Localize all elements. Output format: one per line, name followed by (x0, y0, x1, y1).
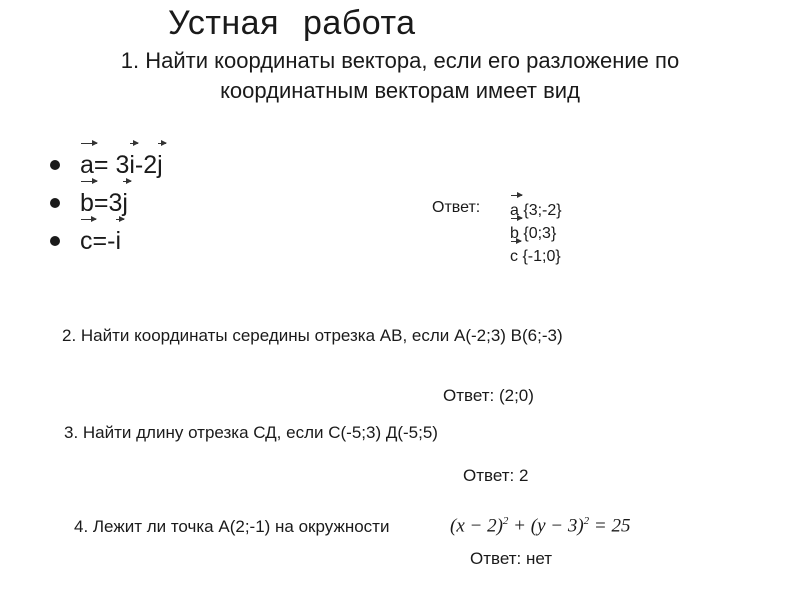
coords: {0;3} (523, 225, 557, 242)
formula-part: (x − 2) (450, 515, 503, 537)
answer-line (510, 245, 562, 268)
vector-b: b (80, 184, 94, 222)
vector-b: b (510, 222, 519, 245)
answer-1-values (510, 199, 562, 268)
vector-c: c (80, 222, 93, 260)
formula-exponent: 2 (583, 515, 590, 527)
bullet-icon (50, 198, 60, 208)
equation-part: -2 (134, 151, 158, 179)
equation-part: =3 (93, 189, 123, 217)
task-1-statement (0, 46, 800, 106)
vector-j: j (122, 184, 128, 222)
vector-a: a (80, 146, 94, 184)
task-4-statement: 4. Лежит ли точка А(2;-1) на окружности (74, 517, 390, 536)
task-1-line-1: 1. Найти координаты вектора, если его разложение по (120, 48, 680, 73)
formula-part: + (y − 3) (508, 515, 584, 537)
task-4-answer: Ответ: нет (470, 549, 553, 568)
equation-part: = 3 (93, 151, 130, 179)
vector-list (50, 146, 163, 260)
formula-exponent: 2 (502, 515, 509, 527)
vector-c: c (510, 245, 518, 268)
title-word-1: Устная (168, 4, 279, 42)
task-3-statement: 3. Найти длину отрезка СД, если С(-5;3) Д(-5;5) (64, 423, 438, 442)
formula-part: = 25 (589, 515, 631, 537)
title-word-2: работа (303, 4, 416, 42)
circle-equation (450, 515, 630, 537)
task-2-statement: 2. Найти координаты середины отрезка АВ, если А(-2;3) В(6;-3) (62, 326, 563, 345)
list-item (50, 184, 163, 222)
coords: {3;-2} (523, 202, 562, 219)
vector-j: j (157, 146, 163, 184)
slide-title (168, 4, 416, 43)
vector-i: i (129, 146, 135, 184)
list-item (50, 146, 163, 184)
task-2-answer: Ответ: (2;0) (443, 386, 534, 405)
list-item (50, 222, 163, 260)
task-1-line-2: координатным векторам имеет вид (220, 78, 580, 103)
equation-part: =- (92, 227, 116, 255)
task-3-answer: Ответ: 2 (463, 466, 529, 485)
vector-a: a (510, 199, 519, 222)
bullet-icon (50, 236, 60, 246)
bullet-icon (50, 160, 60, 170)
coords: {-1;0} (522, 248, 561, 265)
vector-i: i (115, 222, 121, 260)
answer-1-label: Ответ: (432, 199, 481, 216)
